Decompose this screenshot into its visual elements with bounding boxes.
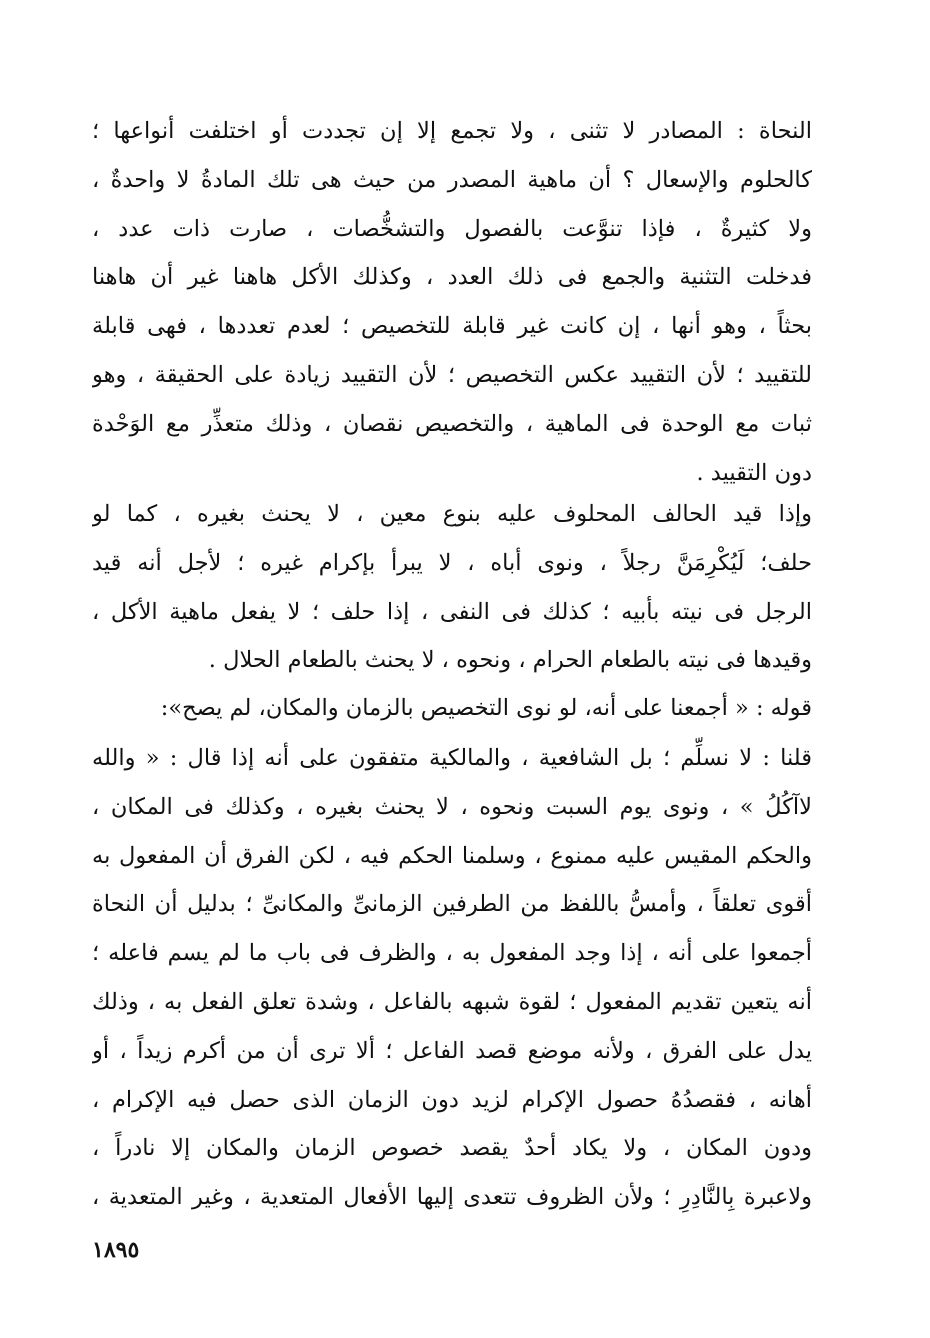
text-line: وإذا قيد الحالف المحلوف عليه بنوع معين ، لا يحنث بغيره ، كما لو xyxy=(92,501,812,527)
text-line: ودون المكان ، ولا يكاد أحدٌ يقصد خصوص الزمان والمكان إلا نادراً ، xyxy=(92,1135,812,1162)
paragraph-3 xyxy=(92,684,812,733)
text-line: أقوى تعلقاً ، وأمسُّ باللفظ من الطرفين الزمانىِّ والمكانىِّ ؛ بدليل أن النحاة xyxy=(92,891,812,918)
text-line: النحاة : المصادر لا تثنى ، ولا تجمع إلا إن تجددت أو اختلفت أنواعها ؛ xyxy=(92,118,812,144)
paragraph-4 xyxy=(92,734,812,1222)
text-line: فدخلت التثنية والجمع فى ذلك العدد ، وكذلك الأكل هاهنا غير أن هاهنا xyxy=(92,264,812,291)
text-line: قلنا : لا نسلِّم ؛ بل الشافعية ، والمالكية متفقون على أنه إذا قال : « والله xyxy=(92,745,812,771)
text-line: أهانه ، فقصدُهُ حصول الإكرام لزيد دون الزمان الذى حصل فيه الإكرام ، xyxy=(92,1086,812,1113)
text-line: والحكم المقيس عليه ممنوع ، وسلمنا الحكم فيه ، لكن الفرق أن المفعول به xyxy=(92,842,812,869)
paragraph-1 xyxy=(92,107,812,497)
page-number: ١٨٩٥ xyxy=(92,1237,140,1263)
text-line: ثبات مع الوحدة فى الماهية ، والتخصيص نقصان ، وذلك متعذِّر مع الوَحْدة xyxy=(92,410,812,437)
text-line: حلف؛ لَيُكْرِمَنَّ رجلاً ، ونوى أباه ، لا يبرأ بإكرام غيره ؛ لأجل أنه قيد xyxy=(92,549,812,576)
text-line: أنه يتعين تقديم المفعول ؛ لقوة شبهه بالفاعل ، وشدة تعلق الفعل به ، وذلك xyxy=(92,988,812,1015)
text-line: ولاعبرة بِالنَّادِرِ ؛ ولأن الظروف تتعدى إليها الأفعال المتعدية ، وغير المتعدية ، xyxy=(92,1184,812,1211)
text-line: الرجل فى نيته بأبيه ؛ كذلك فى النفى ، إذا حلف ؛ لا يفعل ماهية الأكل ، xyxy=(92,598,812,625)
text-line: دون التقييد . xyxy=(696,459,812,486)
text-line: يدل على الفرق ، ولأنه موضع قصد الفاعل ؛ ألا ترى أن من أكرم زيداً ، أو xyxy=(92,1037,812,1064)
text-line: لاآكُلُ » ، ونوى يوم السبت ونحوه ، لا يحنث بغيره ، وكذلك فى المكان ، xyxy=(92,793,812,820)
text-line: للتقييد ؛ لأن التقييد عكس التخصيص ؛ لأن التقييد زيادة على الحقيقة ، وهو xyxy=(92,361,812,388)
text-line: وقيدها فى نيته بالطعام الحرام ، ونحوه ، لا يحنث بالطعام الحلال . xyxy=(208,647,812,674)
text-line: أجمعوا على أنه ، إذا وجد المفعول به ، والظرف فى باب ما لم يسم فاعله ؛ xyxy=(92,940,812,967)
text-line: كالحلوم والإسعال ؟ أن ماهية المصدر من حيث هى تلك المادةُ لا واحدةٌ ، xyxy=(92,166,812,193)
text-line: بحثاً ، وهو أنها ، إن كانت غير قابلة للتخصيص ؛ لعدم تعددها ، فهى قابلة xyxy=(92,313,812,340)
text-line: ولا كثيرةٌ ، فإذا تنوَّعت بالفصول والتشخُّصات ، صارت ذات عدد ، xyxy=(92,215,812,242)
text-line: قوله : « أجمعنا على أنه، لو نوى التخصيص بالزمان والمكان، لم يصح»: xyxy=(160,695,812,721)
paragraph-2 xyxy=(92,490,812,685)
